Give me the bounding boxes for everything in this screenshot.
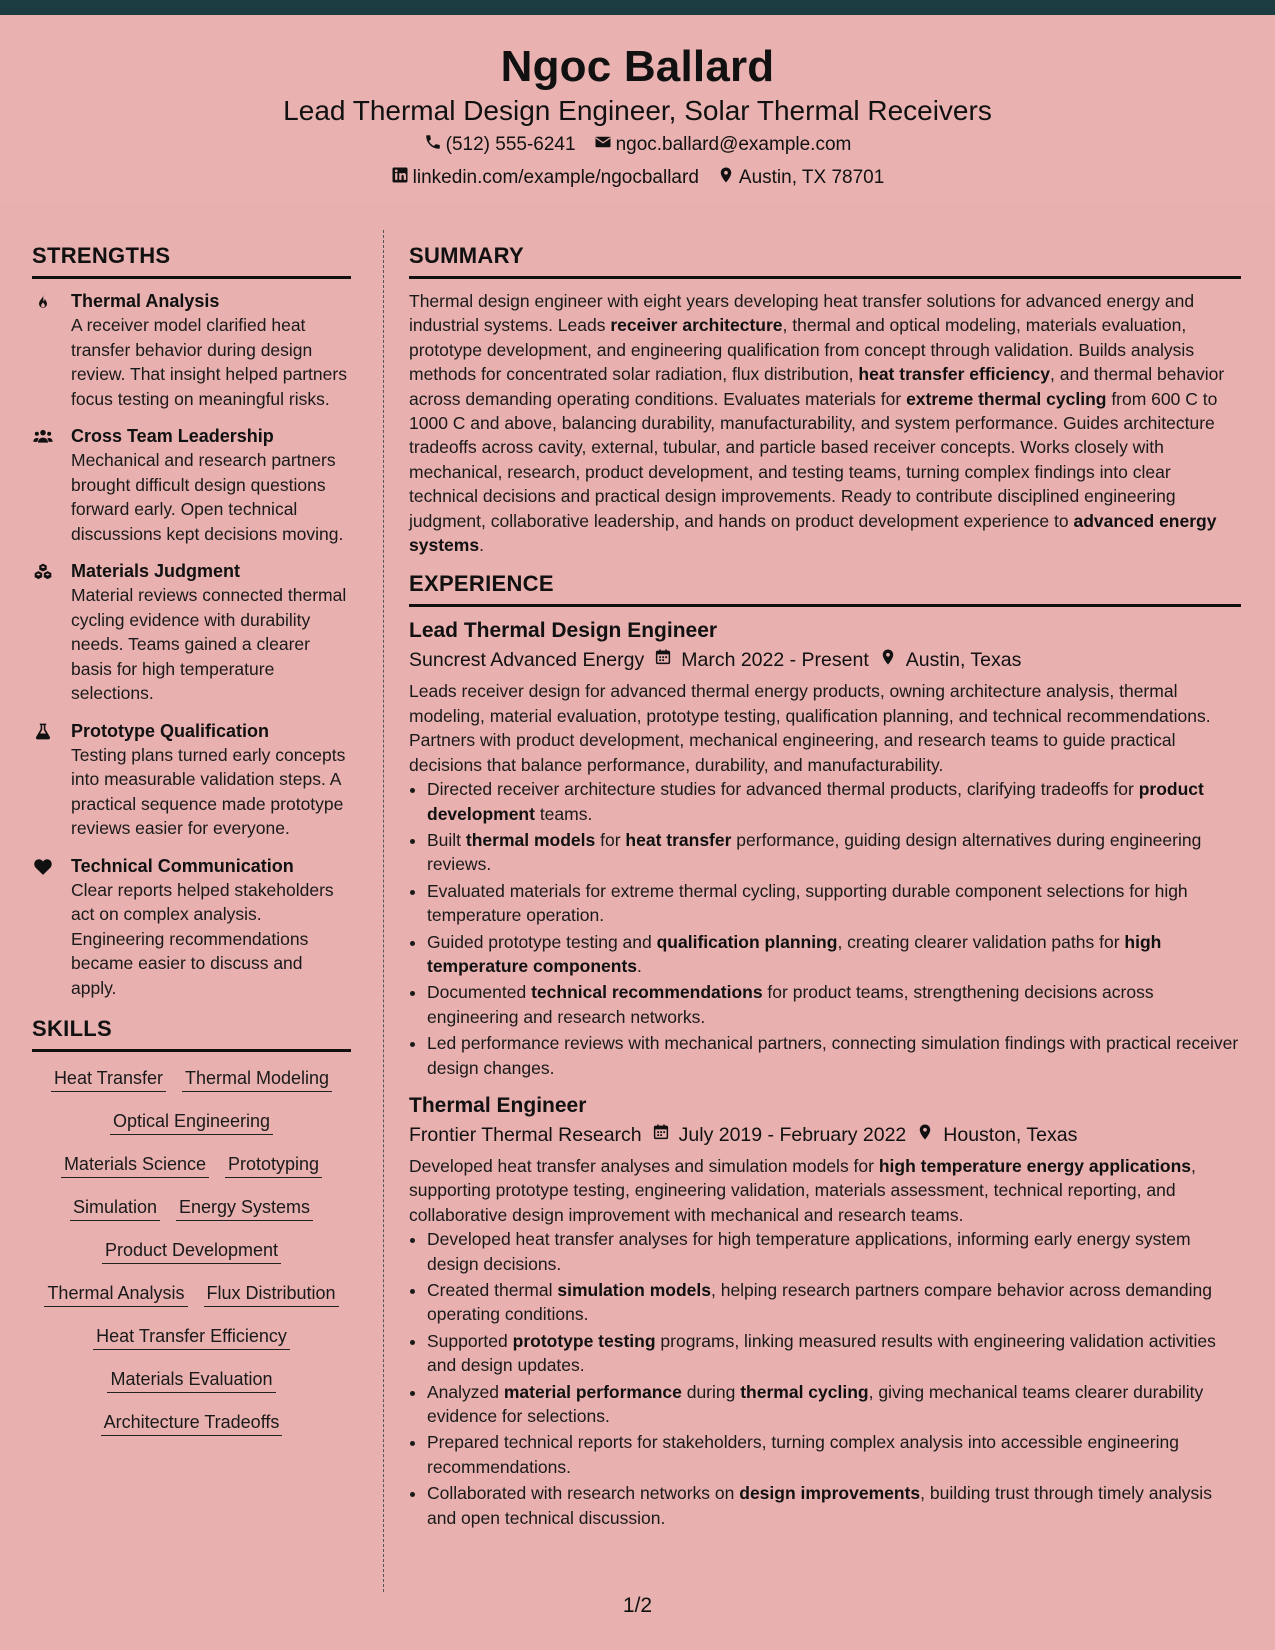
skill-tag: Materials Science bbox=[61, 1152, 209, 1178]
skill-tag: Heat Transfer bbox=[51, 1066, 166, 1092]
job-dates-text: March 2022 - Present bbox=[681, 649, 869, 672]
calendar-icon bbox=[652, 1120, 670, 1150]
skill-tag: Materials Evaluation bbox=[107, 1367, 275, 1393]
bold-phrase: product development bbox=[427, 779, 1204, 824]
job-bullet: • Documented technical recommendations for product teams, strengthening decisions across engineering and research networks. bbox=[427, 980, 1241, 1029]
skill-tag: Optical Engineering bbox=[110, 1109, 273, 1135]
job-location-text: Houston, Texas bbox=[943, 1123, 1078, 1146]
job-bullet: • Developed heat transfer analyses for high temperature applications, informing early energy system design decisions. bbox=[427, 1227, 1241, 1276]
skill-row bbox=[32, 1367, 351, 1393]
skill-tag: Energy Systems bbox=[176, 1195, 313, 1221]
skill-row bbox=[32, 1281, 351, 1307]
skill-row bbox=[32, 1195, 351, 1221]
job-entry bbox=[409, 1092, 1241, 1530]
job-meta bbox=[409, 645, 1241, 675]
job-location-text: Austin, Texas bbox=[905, 649, 1022, 672]
heart-icon bbox=[32, 857, 54, 877]
job-location bbox=[916, 1120, 1077, 1150]
experience-list bbox=[409, 617, 1241, 1530]
column-divider bbox=[383, 230, 384, 1592]
skills-list bbox=[32, 1066, 351, 1436]
page-number: 1/2 bbox=[622, 1594, 653, 1617]
contact-row-1 bbox=[0, 133, 1275, 157]
phone-contact[interactable] bbox=[424, 133, 576, 157]
calendar-icon bbox=[654, 645, 672, 675]
experience-heading: EXPERIENCE bbox=[409, 571, 1241, 607]
envelope-icon bbox=[594, 133, 612, 157]
summary-heading: SUMMARY bbox=[409, 243, 1241, 279]
strength-title: Thermal Analysis bbox=[71, 291, 220, 311]
job-description: Leads receiver design for advanced thermal energy products, owning architecture analysis, thermal modeling, material evaluation, prototype testing, qualification planning, and technical recommendations. Partners with product development, mechanical engineering, and research teams to guide practical decisions that balance performance, durability, and manufacturability. bbox=[409, 681, 1211, 775]
bold-phrase: thermal cycling bbox=[740, 1381, 869, 1402]
job-dates-text: July 2019 - February 2022 bbox=[678, 1123, 907, 1146]
skill-row bbox=[32, 1066, 351, 1092]
strength-title: Prototype Qualification bbox=[71, 720, 270, 741]
job-bullet: • Led performance reviews with mechanical partners, connecting simulation findings with practical receiver design changes. bbox=[427, 1031, 1241, 1080]
company-name: Frontier Thermal Research bbox=[409, 1123, 642, 1146]
phone-text: (512) 555-6241 bbox=[445, 134, 576, 155]
bold-phrase: design improvements bbox=[739, 1483, 921, 1504]
strength-item bbox=[32, 854, 351, 1001]
bold-phrase: receiver architecture bbox=[610, 315, 783, 336]
job-entry bbox=[409, 617, 1241, 1080]
strength-item bbox=[32, 424, 351, 546]
strength-description: Testing plans turned early concepts into measurable validation steps. A practical sequence made prototype reviews easier for everyone. bbox=[71, 744, 346, 838]
linkedin-text: linkedin.com/example/ngocballard bbox=[412, 167, 699, 188]
job-dates bbox=[652, 1120, 907, 1150]
company-name: Suncrest Advanced Energy bbox=[409, 649, 645, 672]
job-bullet: • Supported prototype testing programs, linking measured results with engineering validation activities and design updates. bbox=[427, 1329, 1241, 1378]
skill-tag: Architecture Tradeoffs bbox=[101, 1410, 283, 1436]
phone-icon bbox=[424, 133, 442, 157]
candidate-name: Ngoc Ballard bbox=[500, 42, 775, 91]
job-bullets bbox=[409, 777, 1241, 1080]
job-bullet: • Collaborated with research networks on design improvements, building trust through timely analysis and open technical discussion. bbox=[427, 1481, 1241, 1530]
linkedin-icon bbox=[391, 166, 409, 190]
skill-tag: Simulation bbox=[70, 1195, 160, 1221]
job-bullet: • Analyzed material performance during thermal cycling, giving mechanical teams clearer durability evidence for selections. bbox=[427, 1380, 1241, 1429]
resume-header bbox=[0, 15, 1275, 203]
job-bullet: • Built thermal models for heat transfer performance, guiding design alternatives during engineering reviews. bbox=[427, 828, 1241, 877]
skill-row bbox=[32, 1238, 351, 1264]
contact-row-2 bbox=[0, 166, 1275, 190]
email-text: ngoc.ballard@example.com bbox=[615, 134, 852, 155]
job-description: Developed heat transfer analyses and simulation models for high temperature energy applications, supporting prototype testing, engineering validation, materials assessment, technical reporting, and collaborative design improvement with mechanical and research teams. bbox=[409, 1155, 1196, 1225]
cubes-icon bbox=[32, 562, 54, 582]
job-title: Thermal Engineer bbox=[409, 1093, 587, 1117]
right-column bbox=[409, 243, 1241, 1542]
bold-phrase: simulation models bbox=[557, 1280, 711, 1300]
job-title: Lead Thermal Design Engineer bbox=[409, 619, 718, 643]
skills-heading: SKILLS bbox=[32, 1016, 351, 1052]
bold-phrase: heat transfer efficiency bbox=[858, 364, 1051, 385]
bold-phrase: heat transfer bbox=[625, 829, 732, 850]
job-bullet: • Created thermal simulation models, helping research partners compare behavior across demanding operating conditions. bbox=[427, 1278, 1241, 1327]
skill-tag: Prototyping bbox=[225, 1152, 322, 1178]
job-location bbox=[879, 645, 1022, 675]
fire-icon bbox=[32, 292, 54, 312]
strength-item bbox=[32, 719, 351, 841]
top-accent-bar bbox=[0, 0, 1275, 15]
bold-phrase: material performance bbox=[503, 1381, 682, 1402]
location-contact bbox=[717, 166, 884, 190]
skill-row bbox=[32, 1410, 351, 1436]
map-pin-icon bbox=[916, 1120, 934, 1150]
bold-phrase: extreme thermal cycling bbox=[906, 388, 1107, 409]
strength-title: Technical Communication bbox=[71, 855, 294, 876]
job-dates bbox=[654, 645, 869, 675]
strengths-heading: STRENGTHS bbox=[32, 243, 351, 279]
strength-title: Materials Judgment bbox=[71, 561, 241, 581]
job-bullets bbox=[409, 1227, 1241, 1530]
bold-phrase: prototype testing bbox=[512, 1330, 656, 1351]
job-bullet: • Evaluated materials for extreme thermal cycling, supporting durable component selections for high temperature operation. bbox=[427, 879, 1241, 928]
skill-row bbox=[32, 1109, 351, 1135]
job-bullet: • Directed receiver architecture studies for advanced thermal products, clarifying tradeoffs for product development teams. bbox=[427, 777, 1241, 826]
map-pin-icon bbox=[879, 645, 897, 675]
candidate-title: Lead Thermal Design Engineer, Solar Thermal Receivers bbox=[283, 95, 992, 126]
skill-row bbox=[32, 1152, 351, 1178]
strength-description: Material reviews connected thermal cycling evidence with durability needs. Teams gained a clearer basis for high temperature selections. bbox=[71, 585, 347, 703]
skill-tag: Thermal Modeling bbox=[182, 1066, 332, 1092]
strength-item bbox=[32, 559, 351, 706]
bold-phrase: high temperature components bbox=[427, 931, 1162, 976]
strength-description: A receiver model clarified heat transfer behavior during design review. That insight helped partners focus testing on meaningful risks. bbox=[71, 315, 347, 409]
flask-icon bbox=[32, 722, 54, 742]
left-column bbox=[32, 243, 351, 1453]
strengths-list bbox=[32, 289, 351, 1000]
job-bullet: • Guided prototype testing and qualification planning, creating clearer validation paths for high temperature components. bbox=[427, 930, 1241, 979]
linkedin-contact[interactable] bbox=[391, 166, 699, 190]
map-pin-icon bbox=[717, 166, 735, 190]
bold-phrase: high temperature energy applications bbox=[878, 1155, 1191, 1176]
bold-phrase: advanced energy systems bbox=[409, 510, 1217, 556]
skill-tag: Product Development bbox=[102, 1238, 281, 1264]
location-text: Austin, TX 78701 bbox=[738, 167, 885, 188]
strength-description: Mechanical and research partners brought difficult design questions forward early. Open technical discussions kept decisions moving. bbox=[71, 450, 344, 544]
skill-row bbox=[32, 1324, 351, 1350]
strength-title: Cross Team Leadership bbox=[71, 426, 274, 446]
strength-item bbox=[32, 289, 351, 411]
bold-phrase: thermal models bbox=[465, 829, 596, 850]
email-contact[interactable] bbox=[594, 133, 852, 157]
skill-tag: Flux Distribution bbox=[204, 1281, 339, 1307]
skill-tag: Heat Transfer Efficiency bbox=[93, 1324, 290, 1350]
bold-phrase: qualification planning bbox=[656, 931, 838, 952]
job-meta bbox=[409, 1120, 1241, 1150]
bold-phrase: technical recommendations bbox=[531, 982, 763, 1003]
job-bullet: • Prepared technical reports for stakeholders, turning complex analysis into accessible engineering recommendations. bbox=[427, 1430, 1241, 1479]
strength-description: Clear reports helped stakeholders act on complex analysis. Engineering recommendations became easier to discuss and apply. bbox=[71, 879, 334, 998]
summary-text: Thermal design engineer with eight years developing heat transfer solutions for advanced energy and industrial systems. Leads receiver architecture, thermal and optical modeling, materials evaluation, prototype development, and engineering qualification from concept through validation. Builds analysis methods for concentrated solar radiation, flux distribution, heat transfer efficiency, and thermal behavior across demanding operating conditions. Evaluates materials for extreme thermal cycling from 600 C to 1000 C and above, balancing durability, manufacturability, and system performance. Guides architecture tradeoffs across cavity, external, tubular, and particle based receiver concepts. Works closely with mechanical, research, product development, and testing teams, turning complex findings into clear technical decisions and practical design improvements. Ready to contribute disciplined engineering judgment, collaborative leadership, and hands on product development experience to advanced energy systems. bbox=[409, 291, 1225, 556]
skill-tag: Thermal Analysis bbox=[44, 1281, 187, 1307]
users-icon bbox=[32, 427, 54, 447]
